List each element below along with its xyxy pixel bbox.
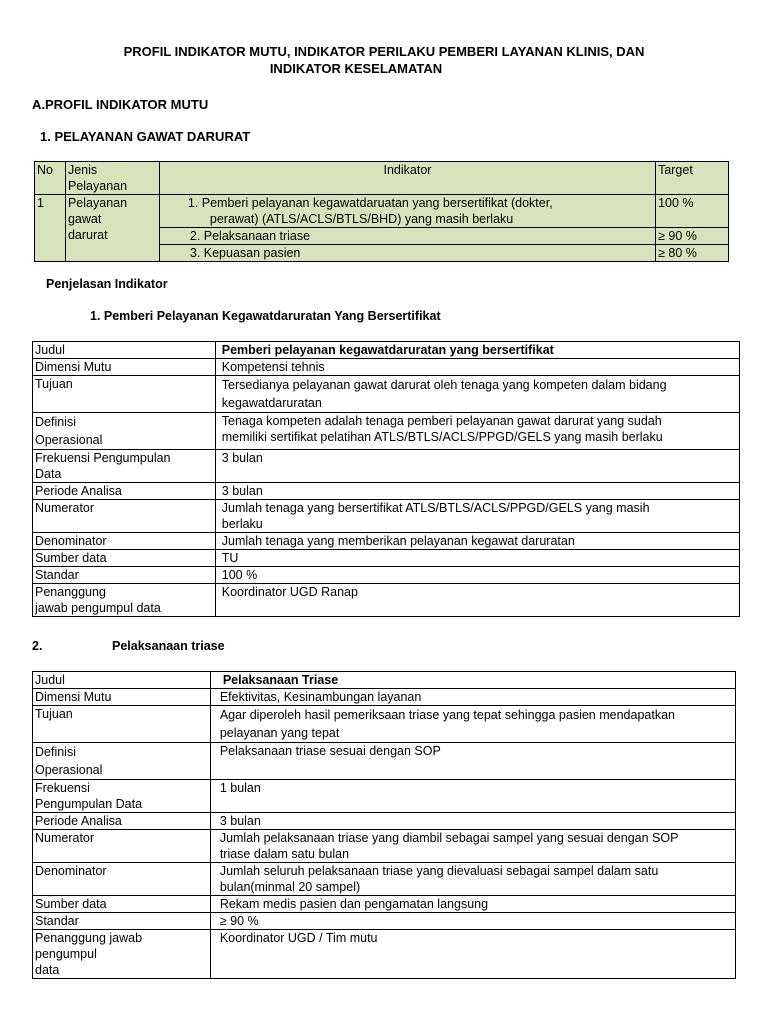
label-definisi: Definisi Operasional <box>33 413 216 450</box>
label-numerator: Numerator <box>33 830 211 863</box>
label-dimensi: Dimensi Mutu <box>33 689 211 706</box>
table-row <box>33 743 736 780</box>
value-sumber: TU <box>215 550 739 567</box>
table-row <box>33 930 736 979</box>
value-penanggung-jawab: Koordinator UGD Ranap <box>215 584 739 617</box>
table-header-row <box>35 162 729 195</box>
header-target: Target <box>656 162 729 195</box>
label-dimensi: Dimensi Mutu <box>33 359 216 376</box>
value-dimensi: Efektivitas, Kesinambungan layanan <box>210 689 735 706</box>
table-row <box>33 584 740 617</box>
value-frekuensi: 3 bulan <box>215 450 739 483</box>
row-number: 1 <box>35 195 66 262</box>
value-denominator: Jumlah seluruh pelaksanaan triase yang dievaluasi sebagai sampel dalam satu bulan(minmal 20 sampel) <box>210 863 735 896</box>
value-dimensi: Kompetensi tehnis <box>215 359 739 376</box>
subsection-heading: 1. PELAYANAN GAWAT DARURAT <box>40 129 251 144</box>
label-numerator: Numerator <box>33 500 216 533</box>
table-row <box>33 376 740 413</box>
table-row <box>33 533 740 550</box>
value-tujuan: Tersedianya pelayanan gawat darurat oleh tenaga yang kompeten dalam bidang kegawatdaruratan <box>215 376 739 413</box>
profile-table-2 <box>32 671 736 979</box>
value-standar: ≥ 90 % <box>210 913 735 930</box>
table-row <box>35 195 729 228</box>
indicator-summary-table <box>34 161 729 262</box>
label-tujuan: Tujuan <box>33 706 211 743</box>
value-definisi: Tenaga kompeten adalah tenaga pemberi pelayanan gawat darurat yang sudah memiliki sertifikat pelatihan ATLS/BTLS/ACLS/PPGD/GELS yang masih berlaku <box>215 413 739 450</box>
table-row <box>33 863 736 896</box>
header-jenis: Jenis Pelayanan <box>65 162 159 195</box>
label-judul: Judul <box>33 342 216 359</box>
label-penanggung-jawab: Penanggung jawab pengumpul data <box>33 584 216 617</box>
document-title-line1: PROFIL INDIKATOR MUTU, INDIKATOR PERILAKU PEMBERI LAYANAN KLINIS, DAN <box>123 44 645 59</box>
value-penanggung-jawab: Koordinator UGD / Tim mutu <box>210 930 735 979</box>
label-standar: Standar <box>33 913 211 930</box>
value-periode: 3 bulan <box>215 483 739 500</box>
item2-number: 2. <box>32 639 43 653</box>
label-penanggung-jawab: Penanggung jawab pengumpul data <box>33 930 211 979</box>
table-row <box>33 913 736 930</box>
value-sumber: Rekam medis pasien dan pengamatan langsung <box>210 896 735 913</box>
table-row <box>33 550 740 567</box>
label-sumber: Sumber data <box>33 896 211 913</box>
section-heading: A.PROFIL INDIKATOR MUTU <box>32 97 209 112</box>
indicator-item-2: 2. Pelaksanaan triase <box>159 228 655 245</box>
item1-heading: 1. Pemberi Pelayanan Kegawatdaruratan Yang Bersertifikat <box>90 309 441 323</box>
label-periode: Periode Analisa <box>33 483 216 500</box>
table-row <box>33 689 736 706</box>
table-row <box>33 706 736 743</box>
value-numerator: Jumlah pelaksanaan triase yang diambil sebagai sampel yang sesuai dengan SOP triase dalam satu bulan <box>210 830 735 863</box>
label-denominator: Denominator <box>33 533 216 550</box>
table-row <box>33 359 740 376</box>
label-frekuensi: Frekuensi Pengumpulan Data <box>33 450 216 483</box>
table-row <box>33 830 736 863</box>
label-judul: Judul <box>33 672 211 689</box>
label-periode: Periode Analisa <box>33 813 211 830</box>
table-row <box>33 342 740 359</box>
value-definisi: Pelaksanaan triase sesuai dengan SOP <box>210 743 735 780</box>
label-frekuensi: Frekuensi Pengumpulan Data <box>33 780 211 813</box>
value-numerator: Jumlah tenaga yang bersertifikat ATLS/BTLS/ACLS/PPGD/GELS yang masih berlaku <box>215 500 739 533</box>
table-row <box>33 813 736 830</box>
value-frekuensi: 1 bulan <box>210 780 735 813</box>
label-standar: Standar <box>33 567 216 584</box>
indicator-target-1: 100 % <box>656 195 729 228</box>
item2-heading: Pelaksanaan triase <box>112 639 225 653</box>
label-denominator: Denominator <box>33 863 211 896</box>
row-jenis: Pelayanan gawat darurat <box>65 195 159 262</box>
label-definisi: Definisi Operasional <box>33 743 211 780</box>
value-judul: Pelaksanaan Triase <box>210 672 735 689</box>
header-no: No <box>35 162 66 195</box>
label-tujuan: Tujuan <box>33 376 216 413</box>
value-judul: Pemberi pelayanan kegawatdaruratan yang bersertifikat <box>215 342 739 359</box>
table-row <box>33 780 736 813</box>
profile-table-1 <box>32 341 740 617</box>
table-row <box>33 896 736 913</box>
value-tujuan: Agar diperoleh hasil pemeriksaan triase yang tepat sehingga pasien mendapatkan pelayanan yang tepat <box>210 706 735 743</box>
label-sumber: Sumber data <box>33 550 216 567</box>
indicator-item-3: 3. Kepuasan pasien <box>159 245 655 262</box>
header-indikator: Indikator <box>159 162 655 195</box>
table-row <box>33 500 740 533</box>
table-row <box>33 413 740 450</box>
table-row <box>33 483 740 500</box>
indicator-item-1: 1. Pemberi pelayanan kegawatdaruatan yang bersertifikat (dokter, perawat) (ATLS/ACLS/BTLS/BHD) yang masih berlaku <box>159 195 655 228</box>
document-title-line2: INDIKATOR KESELAMATAN <box>269 61 443 76</box>
value-denominator: Jumlah tenaga yang memberikan pelayanan kegawat daruratan <box>215 533 739 550</box>
indicator-target-3: ≥ 80 % <box>656 245 729 262</box>
value-periode: 3 bulan <box>210 813 735 830</box>
penjelasan-heading: Penjelasan Indikator <box>46 277 168 291</box>
table-row <box>33 672 736 689</box>
table-row <box>33 450 740 483</box>
value-standar: 100 % <box>215 567 739 584</box>
table-row <box>33 567 740 584</box>
indicator-target-2: ≥ 90 % <box>656 228 729 245</box>
